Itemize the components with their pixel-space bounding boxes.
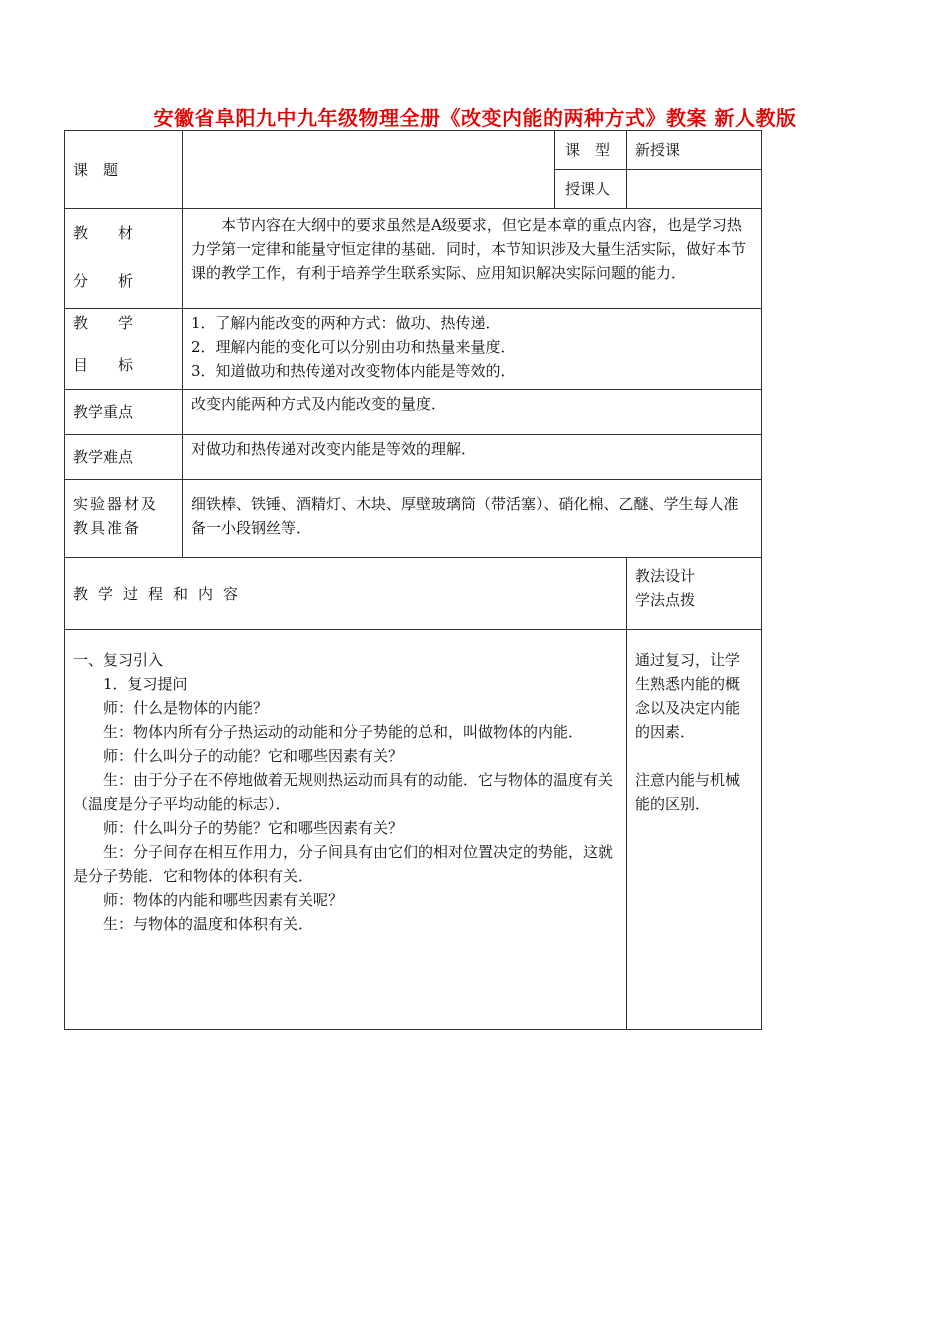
method-header-cell — [627, 558, 762, 630]
goals-label-2: 目 标 — [73, 356, 134, 374]
dialogue-line: 生：物体内所有分子热运动的动能和分子势能的总和，叫做物体的内能． — [103, 723, 584, 741]
analysis-label-1: 教 材 — [73, 224, 134, 242]
type-value-cell — [627, 131, 762, 170]
dialogue-line: 师：什么是物体的内能？ — [103, 699, 269, 717]
focus-label-cell — [65, 390, 183, 435]
sub-heading: 1．复习提问 — [103, 675, 188, 693]
process-content-cell — [65, 630, 627, 1030]
equipment-text: 细铁棒、铁锤、酒精灯、木块、厚壁玻璃筒（带活塞）、硝化棉、乙醚、学生每人准备一小段钢丝等． — [191, 495, 739, 537]
goals-label-1: 教 学 — [73, 314, 134, 332]
dialogue-line: 生：分子间存在相互作用力，分子间具有由它们的相对位置决定的势能，这就是分子势能．它和物体的体积有关． — [73, 843, 614, 885]
process-header: 教学过程和内容 — [73, 584, 249, 603]
analysis-cell — [183, 209, 762, 309]
equipment-label: 实验器材及教具准备 — [73, 495, 159, 537]
topic-value-cell — [183, 131, 555, 209]
focus-text: 改变内能两种方式及内能改变的量度． — [191, 395, 447, 413]
goal-item: 2．理解内能的变化可以分别由功和热量来量度． — [191, 338, 516, 356]
equipment-cell — [183, 480, 762, 558]
analysis-text: 本节内容在大纲中的要求虽然是A级要求，但它是本章的重点内容，也是学习热力学第一定律和能量守恒定律的基础．同时，本节知识涉及大量生活实际，做好本节课的教学工作，有利于培养学生联系实际、应用知识解决实际问题的能力． — [191, 216, 747, 282]
process-header-cell — [65, 558, 627, 630]
difficulty-label-cell — [65, 435, 183, 480]
focus-cell — [183, 390, 762, 435]
type-label: 课 型 — [565, 141, 611, 159]
method-notes-cell — [627, 630, 762, 1030]
method-note: 通过复习，让学生熟悉内能的概念以及决定内能的因素． — [635, 651, 741, 741]
equipment-label-cell — [65, 480, 183, 558]
teacher-label-cell — [555, 170, 627, 209]
goals-label-cell — [65, 309, 183, 390]
lesson-plan-table — [64, 130, 761, 1030]
difficulty-label: 教学难点 — [73, 448, 134, 466]
method-header-1: 教法设计 — [635, 567, 696, 585]
difficulty-text: 对做功和热传递对改变内能是等效的理解． — [191, 440, 477, 458]
type-value: 新授课 — [635, 141, 681, 159]
type-label-cell — [555, 131, 627, 170]
teacher-label: 授课人 — [565, 180, 611, 198]
topic-label: 课 题 — [73, 160, 119, 179]
dialogue-line: 师：物体的内能和哪些因素有关呢？ — [103, 891, 344, 909]
analysis-label-cell — [65, 209, 183, 309]
dialogue-line: 生：由于分子在不停地做着无规则热运动而具有的动能．它与物体的温度有关（温度是分子平均动能的标志）． — [73, 771, 614, 813]
analysis-label-2: 分 析 — [73, 272, 134, 290]
dialogue-line: 师：什么叫分子的势能？它和哪些因素有关？ — [103, 819, 404, 837]
method-note: 注意内能与机械能的区别． — [635, 771, 741, 813]
goal-item: 1．了解内能改变的两种方式：做功、热传递． — [191, 314, 501, 332]
difficulty-cell — [183, 435, 762, 480]
section-heading: 一、复习引入 — [73, 651, 164, 669]
document-title: 安徽省阜阳九中九年级物理全册《改变内能的两种方式》教案 新人教版 — [153, 106, 797, 130]
method-header-2: 学法点拨 — [635, 591, 696, 609]
topic-label-cell — [65, 131, 183, 209]
teacher-value-cell — [627, 170, 762, 209]
goal-item: 3．知道做功和热传递对改变物体内能是等效的． — [191, 362, 516, 380]
dialogue-line: 师：什么叫分子的动能？它和哪些因素有关？ — [103, 747, 404, 765]
goals-cell — [183, 309, 762, 390]
focus-label: 教学重点 — [73, 403, 134, 421]
dialogue-line: 生：与物体的温度和体积有关． — [103, 915, 314, 933]
